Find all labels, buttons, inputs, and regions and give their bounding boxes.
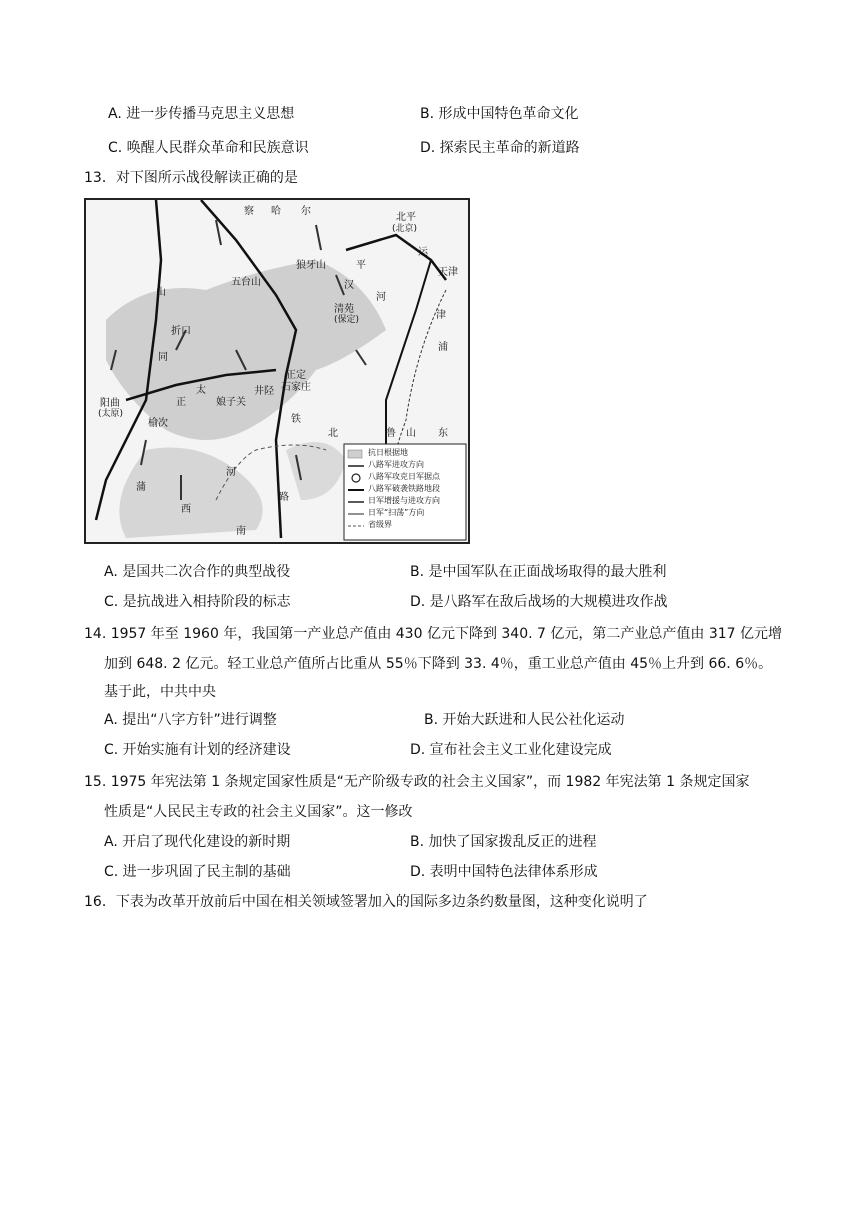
legend-attack: 八路军进攻方向 <box>368 460 424 469</box>
map-label-ping: 平 <box>356 260 366 271</box>
map-label-er: 尔 <box>301 206 311 217</box>
map-label-tianjin: 天津 <box>438 267 458 278</box>
map-label-lu: 路 <box>279 492 289 503</box>
map-label-taiyuan: (太原) <box>98 409 124 419</box>
q14-stem-line1: 14. 1957 年至 1960 年，我国第一产业总产值由 430 亿元下降到 340. 7 亿元，第二产业总产值由 317 亿元增 <box>84 626 782 642</box>
map-label-bei: 北 <box>328 428 338 439</box>
map-label-baoding: (保定) <box>334 315 360 325</box>
map-label-xinkou: 折口 <box>171 326 191 337</box>
q15-stem-line1: 15. 1975 年宪法第 1 条规定国家性质是“无产阶级专政的社会主义国家”，而 1982 年宪法第 1 条规定国家 <box>84 774 750 790</box>
map-label-xi: 西 <box>181 504 191 515</box>
map-label-jingxing: 井陉 <box>254 386 274 397</box>
map-label-nan: 南 <box>236 526 246 537</box>
map-label-pu2: 蒲 <box>136 482 146 493</box>
rail-jingjin <box>346 235 446 280</box>
legend-sweep: 日军“扫荡”方向 <box>368 508 425 517</box>
q12-option-b: B. 形成中国特色革命文化 <box>420 106 579 122</box>
q13-option-b: B. 是中国军队在正面战场取得的最大胜利 <box>410 564 667 580</box>
map-label-wutaishan: 五台山 <box>231 277 261 288</box>
q16-stem: 16．下表为改革开放前后中国在相关领域签署加入的国际多边条约数量图，这种变化说明了 <box>84 894 648 910</box>
q13-stem: 13．对下图所示战役解读正确的是 <box>84 170 298 186</box>
q15-option-b: B. 加快了国家拨乱反正的进程 <box>410 834 597 850</box>
map-label-beiping: 北平 <box>396 212 416 223</box>
map-label-niangziguan: 娘子关 <box>216 397 246 408</box>
q15-option-d: D. 表明中国特色法律体系形成 <box>410 864 598 880</box>
base-area-3 <box>286 442 346 500</box>
map-label-shan1: 山 <box>156 287 166 298</box>
map-label-tie: 铁 <box>291 414 301 425</box>
q14-option-a: A. 提出“八字方针”进行调整 <box>104 712 277 728</box>
q14-option-b: B. 开始大跃进和人民公社化运动 <box>424 712 625 728</box>
map-label-he2: 河 <box>226 467 236 478</box>
q15-stem-line2: 性质是“人民民主专政的社会主义国家”。这一修改 <box>104 804 413 820</box>
q13-option-a: A. 是国共二次合作的典型战役 <box>104 564 291 580</box>
legend-swatch-base <box>348 450 362 458</box>
q12-option-d: D. 探索民主革命的新道路 <box>420 140 580 156</box>
q15-option-c: C. 进一步巩固了民主制的基础 <box>104 864 291 880</box>
map-label-shijiazhuang: 石家庄 <box>281 382 311 393</box>
map-label-pu: 浦 <box>438 342 448 353</box>
map-label-yuci: 榆次 <box>148 418 168 429</box>
legend-text <box>368 447 440 531</box>
map-label-zhengding: 正定 <box>286 370 306 381</box>
q13-option-c: C. 是抗战进入相持阶段的标志 <box>104 594 291 610</box>
map-label-tai: 太 <box>196 385 206 396</box>
map-label-cha: 察 <box>244 206 254 217</box>
legend-rail: 八路军破袭铁路地段 <box>368 484 440 493</box>
map-label-zheng: 正 <box>176 397 186 408</box>
map-label-ha: 哈 <box>271 206 281 217</box>
legend-border: 省级界 <box>368 520 392 529</box>
map-label-tong: 同 <box>158 352 168 363</box>
legend-reinforce: 日军增援与进攻方向 <box>368 496 440 505</box>
battle-map <box>84 198 470 544</box>
map-label-lu2: 鲁 <box>386 428 396 439</box>
map-label-jin: 津 <box>436 310 446 321</box>
legend-base-area: 抗日根据地 <box>368 448 408 457</box>
q13-option-d: D. 是八路军在敌后战场的大规模进攻作战 <box>410 594 668 610</box>
map-label-beijing: (北京) <box>392 224 418 234</box>
map-label-yun: 运 <box>418 247 428 258</box>
q12-option-a: A. 进一步传播马克思主义思想 <box>108 106 295 122</box>
q15-option-a: A. 开启了现代化建设的新时期 <box>104 834 291 850</box>
map-label-qingyuan: 清苑 <box>334 304 354 315</box>
map-label-langyashan: 狼牙山 <box>296 260 326 271</box>
legend-captured: 八路军攻克日军据点 <box>368 472 440 481</box>
q14-option-d: D. 宣布社会主义工业化建设完成 <box>410 742 612 758</box>
map-label-he1: 河 <box>376 292 386 303</box>
q12-option-c: C. 唤醒人民群众革命和民族意识 <box>108 140 309 156</box>
map-label-shan2: 山 <box>406 428 416 439</box>
q14-stem-line3: 基于此，中共中央 <box>104 684 216 700</box>
map-label-han: 汉 <box>344 280 354 291</box>
map-label-yangqu: 阳曲 <box>100 398 120 409</box>
q14-stem-line2: 加到 648. 2 亿元。轻工业总产值所占比重从 55％下降到 33. 4％，重工业总产值由 45％上升到 66. 6％。 <box>104 656 773 672</box>
q14-option-c: C. 开始实施有计划的经济建设 <box>104 742 291 758</box>
map-label-dong: 东 <box>438 428 448 439</box>
